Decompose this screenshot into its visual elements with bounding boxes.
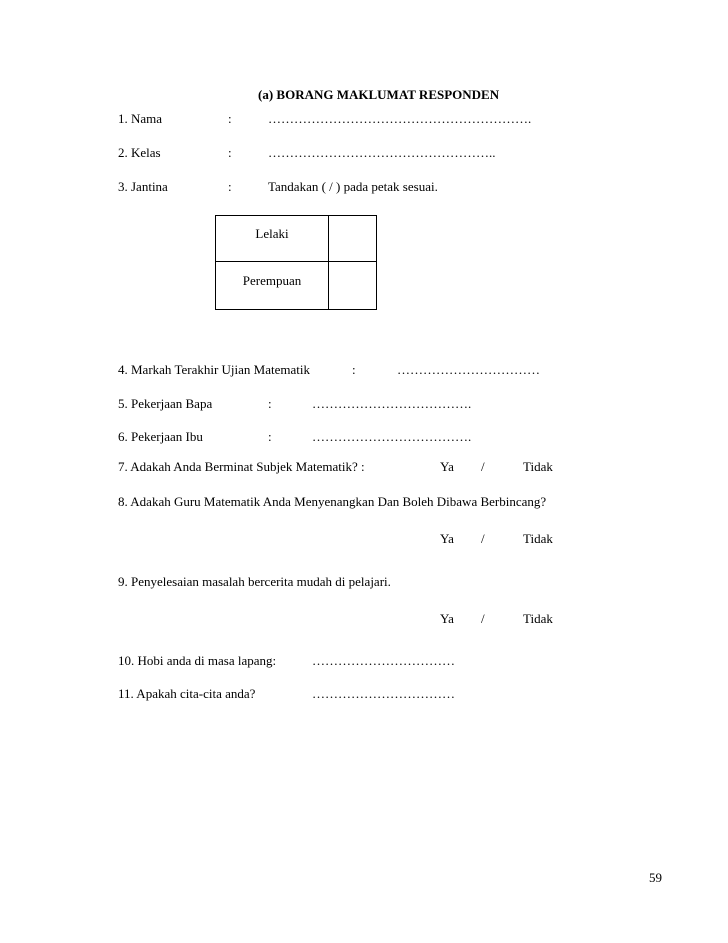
q5-label: 5. Pekerjaan Bapa	[118, 396, 213, 411]
q9-yes: Ya	[440, 611, 454, 626]
q3-instruction: Tandakan ( / ) pada petak sesuai.	[268, 179, 438, 194]
q3-label: 3. Jantina	[118, 179, 168, 194]
q2-value: ……………………………………………..	[268, 145, 496, 160]
q8-yes: Ya	[440, 531, 454, 546]
q6-label: 6. Pekerjaan Ibu	[118, 429, 203, 444]
gender-checkbox-lelaki[interactable]	[329, 216, 377, 262]
q4-value: ……………………………	[397, 362, 540, 377]
q4-label: 4. Markah Terakhir Ujian Matematik	[118, 362, 310, 377]
q4-colon: :	[352, 362, 356, 377]
q9-no: Tidak	[523, 611, 553, 626]
gender-checkbox-perempuan[interactable]	[329, 262, 377, 310]
gender-label-perempuan: Perempuan	[216, 262, 329, 310]
q2-label: 2. Kelas	[118, 145, 161, 160]
q6-colon: :	[268, 429, 272, 444]
gender-label-lelaki: Lelaki	[216, 216, 329, 262]
q9-label: 9. Penyelesaian masalah bercerita mudah di pelajari.	[118, 574, 391, 589]
page-number: 59	[649, 870, 662, 885]
q10-value: ……………………………	[312, 653, 455, 668]
q5-colon: :	[268, 396, 272, 411]
q2-colon: :	[228, 145, 232, 160]
q10-label: 10. Hobi anda di masa lapang:	[118, 653, 277, 668]
q11-label: 11. Apakah cita-cita anda?	[118, 686, 256, 701]
q7-slash: /	[481, 459, 485, 474]
gender-table	[215, 215, 377, 310]
q8-no: Tidak	[523, 531, 553, 546]
form-title: (a) BORANG MAKLUMAT RESPONDEN	[258, 87, 500, 102]
q1-label: 1. Nama	[118, 111, 163, 126]
q1-value: …………………………………………………….	[268, 111, 532, 126]
q6-value: ……………………………….	[312, 429, 472, 444]
gender-row-perempuan	[216, 262, 377, 310]
q3-colon: :	[228, 179, 232, 194]
q8-slash: /	[481, 531, 485, 546]
q9-slash: /	[481, 611, 485, 626]
gender-row-lelaki	[216, 216, 377, 262]
q7-no: Tidak	[523, 459, 553, 474]
q5-value: ……………………………….	[312, 396, 472, 411]
q8-label: 8. Adakah Guru Matematik Anda Menyenangkan Dan Boleh Dibawa Berbincang?	[118, 494, 547, 509]
q11-value: ……………………………	[312, 686, 455, 701]
q1-colon: :	[228, 111, 232, 126]
q7-label: 7. Adakah Anda Berminat Subjek Matematik? :	[118, 459, 365, 474]
q7-yes: Ya	[440, 459, 454, 474]
